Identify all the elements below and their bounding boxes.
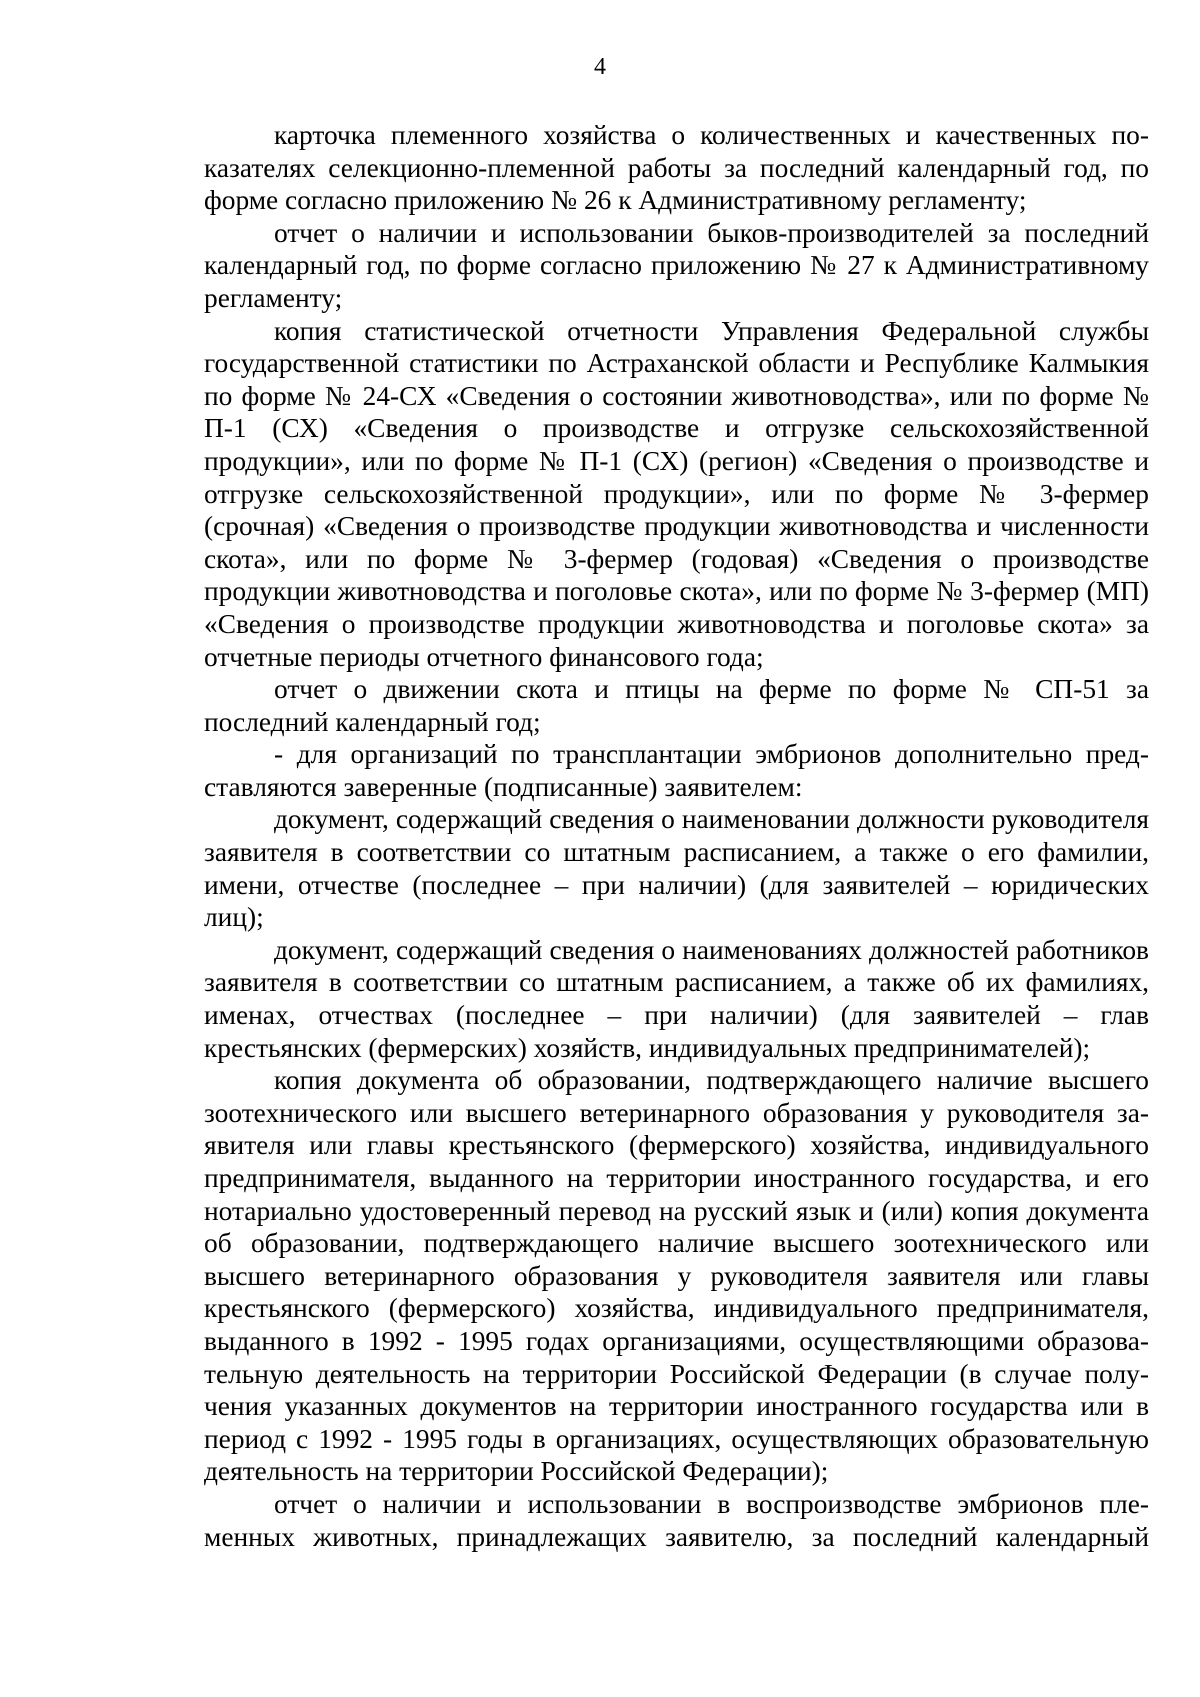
paragraph-education-document: копия документа об образовании, подтверждающего наличие высшего зоотехнического или высшего ветеринарного образования у руководителя заявителя или главы крестьянского (фермерского) хозяйства, индивидуального предпринимателя, выданного на территории иностранного государства, и его нотариально удостоверенный перевод на русский язык и (или) копия документа об образовании, подтверждающего наличие высшего зоотехнического или высшего ветеринарного образования у руководителя заявителя или главы крестьянского (фермерского) хозяйства, индивидуального предпринимателя, выданного в 1992 - 1995 годах организациями, осуществляющими образовательную деятельность на территории Российской Федерации (в случае получения указанных документов на территории иностранного государства или в период с 1992 - 1995 годы в организациях, осуществляющих образовательную деятельность на территории Российской Федерации); xyxy=(204,1065,1149,1487)
paragraph-embryo-report: отчет о наличии и использовании в воспроизводстве эмбрионов племенных животных, принадлежащих заявителю, за последний календарный xyxy=(204,1488,1149,1552)
paragraph-embryo-organizations: - для организаций по трансплантации эмбрионов дополнительно представляются заверенные (подписанные) заявителем: xyxy=(204,739,1149,802)
document-body xyxy=(204,119,1149,1553)
page-number: 4 xyxy=(594,54,606,80)
paragraph-employee-positions: документ, содержащий сведения о наименованиях должностей работников заявителя в соответствии со штатным расписанием, а также об их фамилиях, именах, отчествах (последнее – при наличии) (для заявителей – глав крестьянских (фермерских) хозяйств, индивидуальных предпринимателей); xyxy=(204,934,1149,1063)
paragraph-director-position: документ, содержащий сведения о наименовании должности руководителя заявителя в соответствии со штатным расписанием, а также о его фамилии, имени, отчестве (последнее – при наличии) (для заявителей – юридических лиц); xyxy=(204,804,1149,933)
paragraph-livestock-movement: отчет о движении скота и птицы на ферме по форме № СП-51 за последний календарный год; xyxy=(204,674,1149,737)
paragraph-breeding-farm-card: карточка племенного хозяйства о количественных и качественных показателях селекционно-племенной работы за последний календарный год, по форме согласно приложению № 26 к Административному регламенту; xyxy=(204,120,1149,216)
paragraph-statistics-copy: копия статистической отчетности Управления Федеральной службы государственной статистики по Астраханской области и Республике Калмыкия по форме № 24-СХ «Сведения о состоянии животноводства», или по форме № П-1 (СХ) «Сведения о производстве и отгрузке сельскохозяйственной продукции», или по форме № П-1 (СХ) (регион) «Сведения о производстве и отгрузке сельскохозяйственной продукции», или по форме № 3-фермер (срочная) «Сведения о производстве продукции животноводства и численности скота», или по форме № 3-фермер (годовая) «Сведения о производстве продукции животноводства и поголовье скота», или по форме № 3-фермер (МП) «Сведения о производстве продукции животноводства и поголовье скота» за отчетные периоды отчетного финансового года; xyxy=(204,315,1149,672)
paragraph-bulls-report: отчет о наличии и использовании быков-производителей за последний календарный год, по форме согласно приложению № 27 к Административному регламенту; xyxy=(204,217,1149,313)
